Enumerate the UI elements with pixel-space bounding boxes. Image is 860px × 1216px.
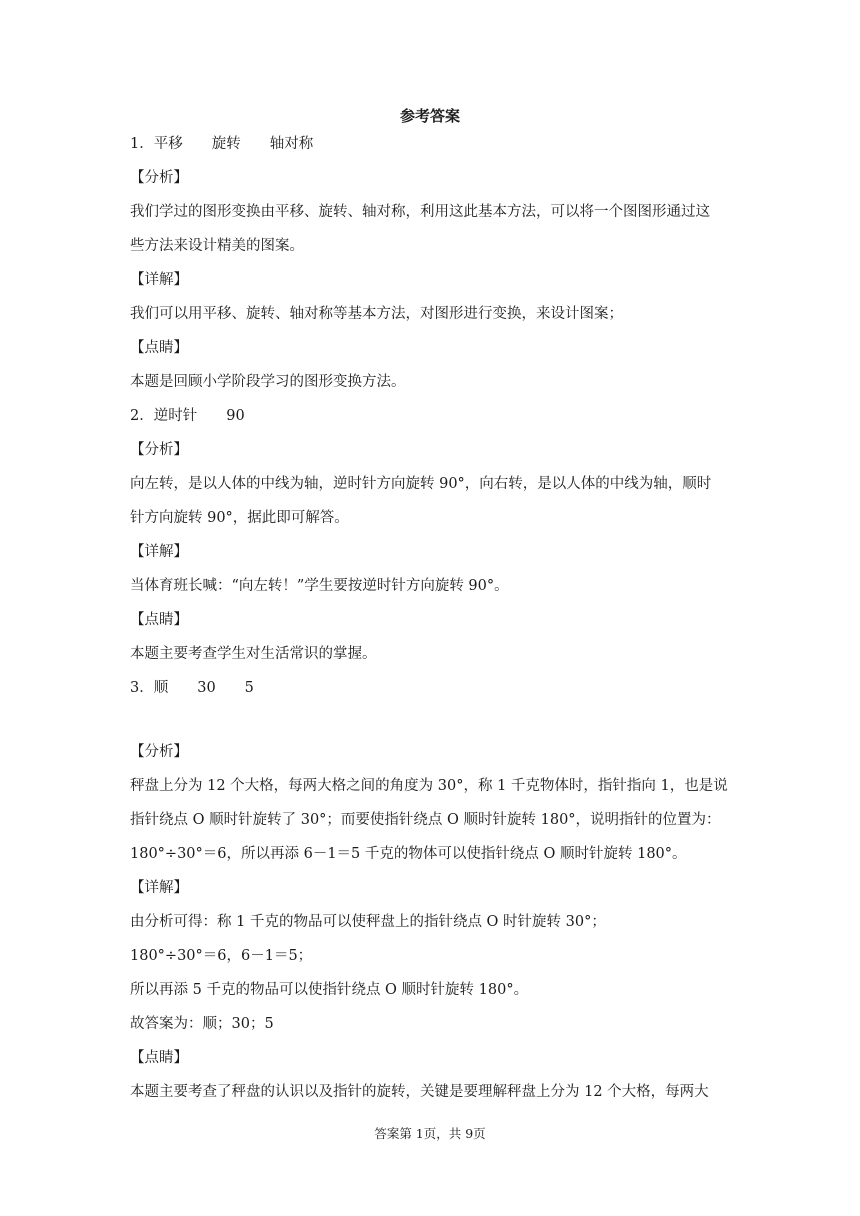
paragraph-line: 秤盘上分为 12 个大格，每两大格之间的角度为 30°，称 1 千克物体时，指针指向 1，也是说 <box>130 778 728 794</box>
section-label-detail: 【详解】 <box>130 272 188 288</box>
answer-2-heading: 2．逆时针 90 <box>130 408 245 424</box>
section-label-comment: 【点睛】 <box>130 612 188 628</box>
paragraph-line: 故答案为：顺；30；5 <box>130 1016 274 1032</box>
paragraph-line: 我们可以用平移、旋转、轴对称等基本方法，对图形进行变换，来设计图案； <box>130 306 623 322</box>
paragraph-line: 180°÷30°＝6，6－1＝5； <box>130 948 313 964</box>
section-label-comment: 【点睛】 <box>130 1050 188 1066</box>
paragraph-line: 向左转，是以人体的中线为轴，逆时针方向旋转 90°，向右转，是以人体的中线为轴，顺时 <box>130 476 712 492</box>
section-label-detail: 【详解】 <box>130 880 188 896</box>
paragraph-line: 针方向旋转 90°，据此即可解答。 <box>130 510 349 526</box>
paragraph-line: 本题主要考查学生对生活常识的掌握。 <box>130 646 377 662</box>
page-footer: 答案第 1页，共 9页 <box>374 1126 486 1141</box>
paragraph-line: 由分析可得：称 1 千克的物品可以使秤盘上的指针绕点 O 时针旋转 30°； <box>130 914 606 930</box>
section-label-comment: 【点睛】 <box>130 340 188 356</box>
section-label-detail: 【详解】 <box>130 544 188 560</box>
section-label-analysis: 【分析】 <box>130 170 188 186</box>
paragraph-line: 所以再添 5 千克的物品可以使指针绕点 O 顺时针旋转 180°。 <box>130 982 529 998</box>
paragraph-line: 当体育班长喊：“向左转！”学生要按逆时针方向旋转 90°。 <box>130 578 509 594</box>
document-title: 参考答案 <box>399 107 460 125</box>
paragraph-line: 180°÷30°＝6，所以再添 6－1＝5 千克的物体可以使指针绕点 O 顺时针旋转 180°。 <box>130 846 687 862</box>
answer-3-heading: 3．顺 30 5 <box>130 680 254 696</box>
answer-1-heading: 1．平移 旋转 轴对称 <box>130 136 314 152</box>
section-label-analysis: 【分析】 <box>130 744 188 760</box>
section-label-analysis: 【分析】 <box>130 442 188 458</box>
paragraph-line: 本题是回顾小学阶段学习的图形变换方法。 <box>130 374 406 390</box>
paragraph-line: 指针绕点 O 顺时针旋转了 30°；而要使指针绕点 O 顺时针旋转 180°，说明指针的位置为： <box>130 812 721 828</box>
paragraph-line: 些方法来设计精美的图案。 <box>130 238 304 254</box>
paragraph-line: 我们学过的图形变换由平移、旋转、轴对称，利用这此基本方法，可以将一个图图形通过这 <box>130 204 710 220</box>
paragraph-line: 本题主要考查了秤盘的认识以及指针的旋转，关键是要理解秤盘上分为 12 个大格，每两大 <box>130 1084 709 1100</box>
